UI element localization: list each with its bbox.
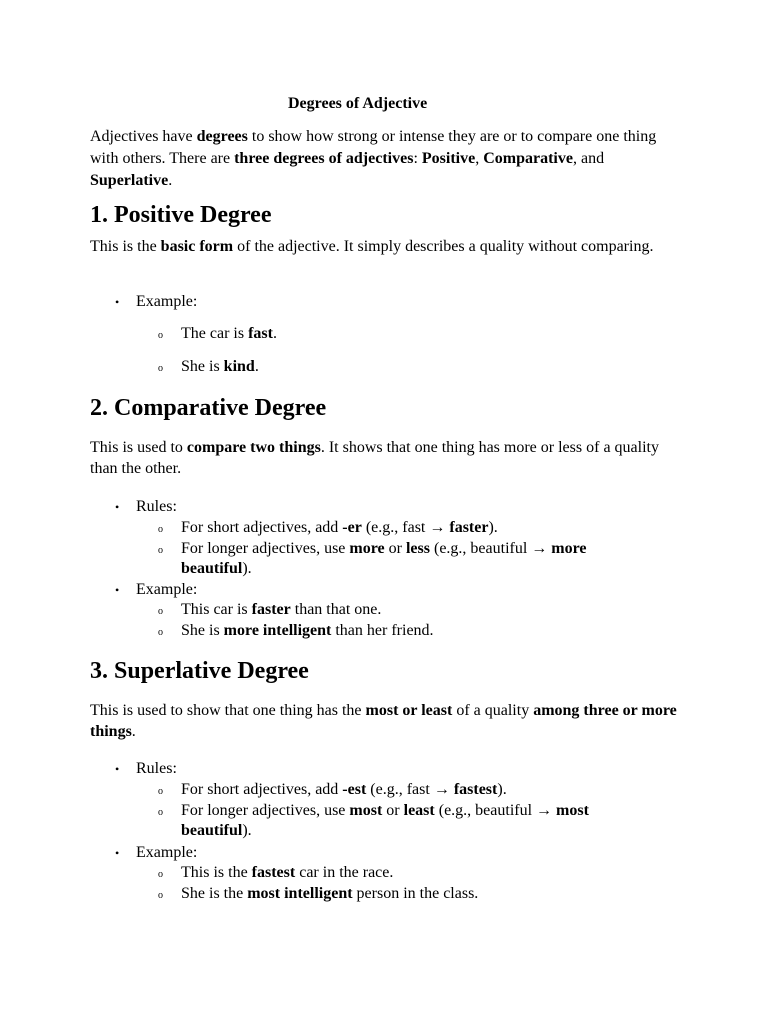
item-text: She is the bbox=[181, 885, 248, 902]
paragraph-bold: among three or more things bbox=[90, 702, 677, 740]
list-label: Rules: bbox=[136, 760, 177, 777]
list-item bbox=[158, 600, 651, 620]
list-item bbox=[158, 801, 651, 841]
intro-bold: Positive bbox=[421, 150, 476, 167]
circle-bullet-icon: o bbox=[158, 786, 163, 797]
item-text: For longer adjectives, use bbox=[181, 540, 350, 557]
circle-bullet-icon: o bbox=[158, 330, 163, 341]
list-item bbox=[158, 518, 651, 538]
list-item bbox=[115, 580, 198, 600]
intro-bold: three degrees of adjectives bbox=[234, 150, 414, 167]
item-bold: fastest bbox=[453, 781, 498, 798]
intro-paragraph bbox=[90, 126, 682, 192]
document-title: Degrees of Adjective bbox=[288, 95, 428, 112]
paragraph-text: of the adjective. It simply describes a quality without comparing. bbox=[233, 238, 654, 255]
superlative-heading: 3. Superlative Degree bbox=[90, 658, 309, 684]
item-text: (e.g., fast → bbox=[361, 519, 450, 536]
circle-bullet-icon: o bbox=[158, 524, 163, 535]
item-text: ). bbox=[488, 519, 498, 536]
circle-bullet-icon: o bbox=[158, 545, 163, 556]
list-label: Example: bbox=[136, 581, 198, 598]
item-text: The car is bbox=[181, 325, 249, 342]
item-bold: less bbox=[405, 540, 430, 557]
intro-text: , and bbox=[572, 150, 605, 167]
item-text: (e.g., beautiful → bbox=[429, 540, 552, 557]
item-bold: more bbox=[349, 540, 385, 557]
intro-text: : bbox=[413, 150, 422, 167]
list-item bbox=[158, 780, 651, 800]
bullet-icon: • bbox=[115, 762, 120, 776]
superlative-paragraph bbox=[90, 700, 682, 742]
paragraph-text: This is the bbox=[90, 238, 161, 255]
item-bold: most bbox=[349, 802, 383, 819]
list-item bbox=[158, 863, 651, 883]
list-label: Example: bbox=[136, 844, 198, 861]
item-bold: -er bbox=[342, 519, 362, 536]
circle-bullet-icon: o bbox=[158, 869, 163, 880]
positive-heading: 1. Positive Degree bbox=[90, 202, 272, 228]
paragraph-bold: basic form bbox=[160, 238, 234, 255]
item-text: or bbox=[382, 802, 404, 819]
positive-paragraph bbox=[90, 236, 682, 258]
paragraph-text: This is used to show that one thing has the bbox=[90, 702, 366, 719]
comparative-paragraph bbox=[90, 437, 682, 479]
item-text: or bbox=[384, 540, 406, 557]
item-bold: more intelligent bbox=[223, 622, 332, 639]
paragraph-bold: compare two things bbox=[186, 439, 321, 456]
list-label: Rules: bbox=[136, 498, 177, 515]
paragraph-text: of a quality bbox=[452, 702, 534, 719]
intro-text: to show how strong or intense they are or to compare one thing with others. There are bbox=[90, 128, 657, 167]
item-text: than that one. bbox=[290, 601, 382, 618]
circle-bullet-icon: o bbox=[158, 363, 163, 374]
list-item bbox=[115, 759, 177, 779]
bullet-icon: • bbox=[115, 295, 120, 309]
list-item bbox=[115, 843, 198, 863]
list-item bbox=[115, 497, 177, 517]
list-item bbox=[158, 324, 651, 344]
intro-bold: Comparative bbox=[483, 150, 573, 167]
item-text: She is bbox=[181, 358, 224, 375]
item-bold: -est bbox=[342, 781, 367, 798]
bullet-icon: • bbox=[115, 583, 120, 597]
item-text: . bbox=[272, 325, 277, 342]
item-bold: fastest bbox=[251, 864, 296, 881]
item-text: person in the class. bbox=[352, 885, 479, 902]
bullet-icon: • bbox=[115, 846, 120, 860]
item-text: This is the bbox=[181, 864, 252, 881]
item-bold: fast bbox=[248, 325, 273, 342]
list-item bbox=[158, 621, 651, 641]
paragraph-bold: most or least bbox=[365, 702, 453, 719]
item-bold: faster bbox=[449, 519, 489, 536]
intro-bold: degrees bbox=[196, 128, 248, 145]
item-bold: more beautiful bbox=[181, 540, 587, 577]
circle-bullet-icon: o bbox=[158, 807, 163, 818]
circle-bullet-icon: o bbox=[158, 890, 163, 901]
item-text: ). bbox=[497, 781, 507, 798]
intro-text: Adjectives have bbox=[90, 128, 197, 145]
item-text: This car is bbox=[181, 601, 252, 618]
item-text: than her friend. bbox=[331, 622, 434, 639]
paragraph-text: This is used to bbox=[90, 439, 187, 456]
list-item bbox=[115, 292, 198, 312]
intro-bold: Superlative bbox=[90, 172, 169, 189]
item-text: For longer adjectives, use bbox=[181, 802, 350, 819]
intro-text: , bbox=[475, 150, 484, 167]
item-text: . bbox=[254, 358, 259, 375]
item-text: ). bbox=[242, 560, 252, 577]
paragraph-text: . bbox=[131, 723, 136, 740]
item-bold: faster bbox=[251, 601, 291, 618]
list-item bbox=[158, 357, 651, 377]
item-bold: kind bbox=[223, 358, 255, 375]
list-item bbox=[158, 884, 651, 904]
circle-bullet-icon: o bbox=[158, 606, 163, 617]
circle-bullet-icon: o bbox=[158, 627, 163, 638]
bullet-icon: • bbox=[115, 500, 120, 514]
item-text: For short adjectives, add bbox=[181, 519, 343, 536]
item-text: (e.g., beautiful → bbox=[434, 802, 557, 819]
item-text: She is bbox=[181, 622, 224, 639]
item-text: For short adjectives, add bbox=[181, 781, 343, 798]
paragraph-text: . It shows that one thing has more or less of a quality than the other. bbox=[90, 439, 659, 477]
intro-text: . bbox=[168, 172, 173, 189]
item-text: (e.g., fast → bbox=[366, 781, 454, 798]
list-item bbox=[158, 539, 651, 579]
item-bold: most intelligent bbox=[247, 885, 353, 902]
item-text: car in the race. bbox=[295, 864, 394, 881]
list-label: Example: bbox=[136, 293, 198, 310]
item-bold: most beautiful bbox=[181, 802, 589, 839]
comparative-heading: 2. Comparative Degree bbox=[90, 395, 327, 421]
item-text: ). bbox=[242, 822, 252, 839]
item-bold: least bbox=[403, 802, 435, 819]
